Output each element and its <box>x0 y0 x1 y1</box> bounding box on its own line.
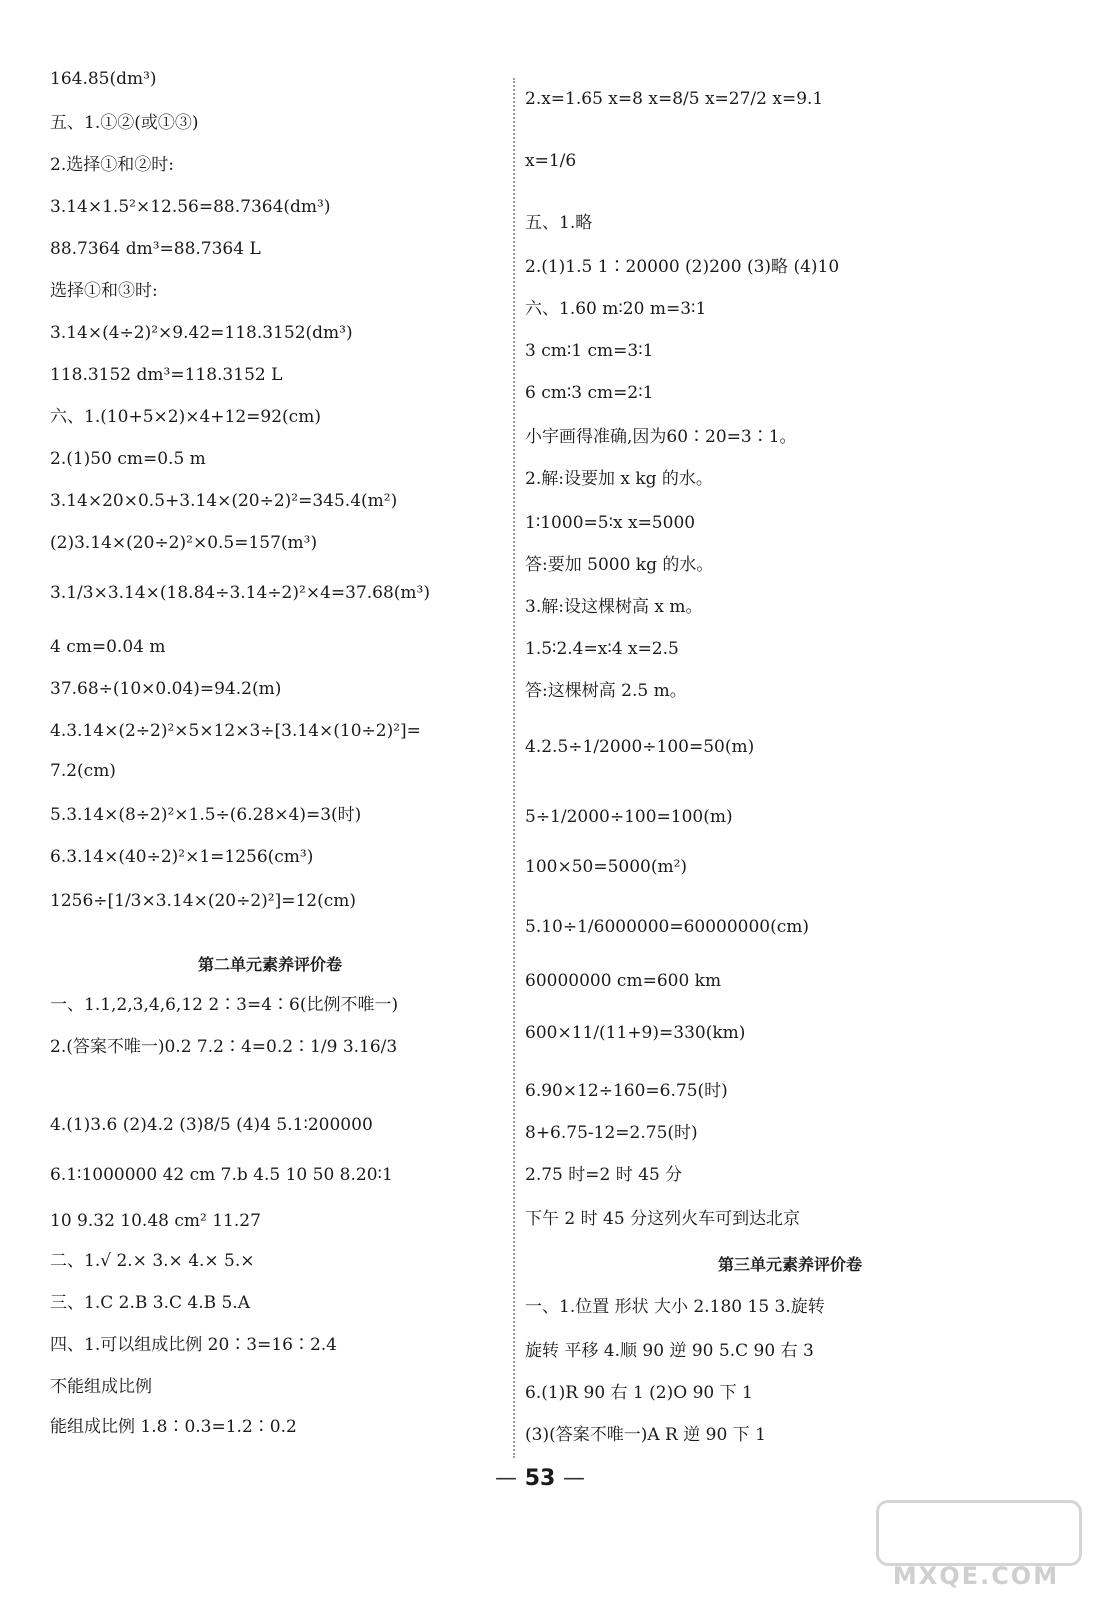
answer-line: 6.1∶1000000 42 cm 7.b 4.5 10 50 8.20∶1 <box>50 1165 393 1185</box>
answer-line: 五、1.略 <box>525 213 593 233</box>
answer-line: 2.(1)50 cm=0.5 m <box>50 449 206 469</box>
answer-line: 5.3.14×(8÷2)²×1.5÷(6.28×4)=3(时) <box>50 805 362 825</box>
answer-line: 答:这棵树高 2.5 m。 <box>525 681 687 701</box>
answer-line: 5÷1/2000÷100=100(m) <box>525 807 733 827</box>
answer-line: 8+6.75-12=2.75(时) <box>525 1123 698 1143</box>
footer-dash-left: — <box>495 1466 518 1491</box>
answer-line: 四、1.可以组成比例 20∶3=16∶2.4 <box>50 1335 337 1355</box>
answer-line: 88.7364 dm³=88.7364 L <box>50 239 261 259</box>
answer-line: 下午 2 时 45 分这列火车可到达北京 <box>525 1209 801 1229</box>
answer-line: 4.2.5÷1/2000÷100=50(m) <box>525 737 755 757</box>
answer-line: 六、1.60 m∶20 m=3∶1 <box>525 299 707 319</box>
answer-line: 能组成比例 1.8∶0.3=1.2∶0.2 <box>50 1417 297 1437</box>
answer-line: 6 cm∶3 cm=2∶1 <box>525 383 654 403</box>
answer-line: 2.(答案不唯一)0.2 7.2∶4=0.2∶1/9 3.16/3 <box>50 1037 398 1057</box>
answer-line: 100×50=5000(m²) <box>525 857 688 877</box>
answer-line: 不能组成比例 <box>50 1377 152 1397</box>
answer-line: (3)(答案不唯一)A R 逆 90 下 1 <box>525 1425 766 1445</box>
section-heading: 第二单元素养评价卷 <box>197 955 342 974</box>
answer-line: 2.(1)1.5 1∶20000 (2)200 (3)略 (4)10 <box>525 257 840 277</box>
answer-line: 答:要加 5000 kg 的水。 <box>525 555 714 575</box>
answer-line: 6.(1)R 90 右 1 (2)O 90 下 1 <box>525 1383 753 1403</box>
answer-line: 37.68÷(10×0.04)=94.2(m) <box>50 679 282 699</box>
answer-line: x=1/6 <box>525 151 577 171</box>
answer-line: 2.75 时=2 时 45 分 <box>525 1165 683 1185</box>
answer-line: 6.3.14×(40÷2)²×1=1256(cm³) <box>50 847 314 867</box>
answer-line: 4 cm=0.04 m <box>50 637 166 657</box>
section-heading: 第三单元素养评价卷 <box>717 1255 862 1274</box>
answer-line: 4.(1)3.6 (2)4.2 (3)8/5 (4)4 5.1∶200000 <box>50 1115 373 1135</box>
answer-line: 600×11/(11+9)=330(km) <box>525 1023 746 1043</box>
answer-line: 118.3152 dm³=118.3152 L <box>50 365 283 385</box>
answer-line: 164.85(dm³) <box>50 69 157 89</box>
answer-line: 一、1.1,2,3,4,6,12 2∶3=4∶6(比例不唯一) <box>50 995 399 1015</box>
answer-line: 5.10÷1/6000000=60000000(cm) <box>525 917 810 937</box>
answer-line: 3.14×20×0.5+3.14×(20÷2)²=345.4(m²) <box>50 491 398 511</box>
answer-line: 1256÷[1/3×3.14×(20÷2)²]=12(cm) <box>50 891 357 911</box>
answer-line: 3.14×(4÷2)²×9.42=118.3152(dm³) <box>50 323 353 343</box>
answer-line: 小宇画得准确,因为60∶20=3∶1。 <box>525 427 797 447</box>
answer-line: 10 9.32 10.48 cm² 11.27 <box>50 1211 261 1231</box>
answer-line: 选择①和③时: <box>50 281 158 301</box>
answer-line: 五、1.①②(或①③) <box>50 113 199 133</box>
answer-line: 六、1.(10+5×2)×4+12=92(cm) <box>50 407 321 427</box>
page-number-footer <box>440 1466 640 1491</box>
answer-line: 3.14×1.5²×12.56=88.7364(dm³) <box>50 197 331 217</box>
answer-line: (2)3.14×(20÷2)²×0.5=157(m³) <box>50 533 318 553</box>
answer-line: 2.x=1.65 x=8 x=8/5 x=27/2 x=9.1 <box>525 89 824 109</box>
answer-line: 60000000 cm=600 km <box>525 971 722 991</box>
page-number: 53 <box>524 1466 556 1491</box>
answer-line: 3 cm∶1 cm=3∶1 <box>525 341 654 361</box>
footer-dash-right: — <box>562 1466 585 1491</box>
answer-line: 2.解:设要加 x kg 的水。 <box>525 469 713 489</box>
answer-line: 1.5∶2.4=x∶4 x=2.5 <box>525 639 679 659</box>
answer-line: 6.90×12÷160=6.75(时) <box>525 1081 728 1101</box>
answer-line: 一、1.位置 形状 大小 2.180 15 3.旋转 <box>525 1297 825 1317</box>
answer-line: 旋转 平移 4.顺 90 逆 90 5.C 90 右 3 <box>525 1341 814 1361</box>
column-divider <box>513 78 515 1458</box>
watermark-site-text: MXQE.COM <box>892 1562 1060 1590</box>
watermark-box <box>876 1500 1082 1566</box>
answer-line: 7.2(cm) <box>50 761 116 781</box>
answer-line: 三、1.C 2.B 3.C 4.B 5.A <box>50 1293 250 1313</box>
answer-line: 2.选择①和②时: <box>50 155 174 175</box>
answer-line: 1∶1000=5∶x x=5000 <box>525 513 696 533</box>
answer-line: 4.3.14×(2÷2)²×5×12×3÷[3.14×(10÷2)²]= <box>50 721 421 741</box>
answer-line: 3.解:设这棵树高 x m。 <box>525 597 703 617</box>
watermark-logo <box>876 1500 1076 1590</box>
answer-line: 二、1.√ 2.× 3.× 4.× 5.× <box>50 1251 255 1271</box>
answer-line: 3.1/3×3.14×(18.84÷3.14÷2)²×4=37.68(m³) <box>50 583 430 603</box>
